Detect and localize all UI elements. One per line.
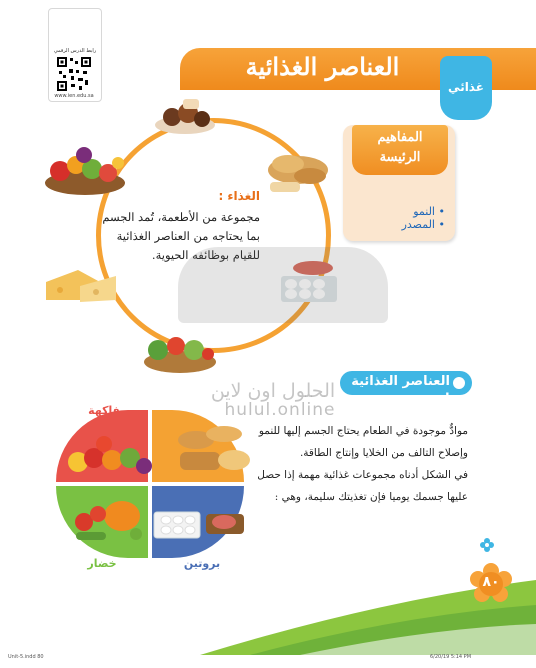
watermark-shape: [178, 247, 388, 323]
concept-item: • النمو: [413, 205, 445, 218]
print-info: 6/20/19 5:14 PM: [430, 654, 472, 660]
unit-tab-label: غذائي: [448, 80, 484, 94]
body-text-line: وإصلاح التالف من الخلايا وإنتاج الطاقة.: [299, 447, 468, 459]
watermark-text: hulul.online: [224, 400, 336, 420]
qr-caption: رابط الدرس الرقمي: [53, 48, 97, 54]
section-title: العناصر الغذائية :: [351, 374, 450, 404]
watermark-text: الحلول اون لاين: [210, 380, 336, 402]
sweets-image: [150, 95, 220, 137]
fruits-basket-image: [60, 428, 160, 483]
flower-icon: [480, 538, 494, 552]
protein-plate-image: [150, 494, 250, 546]
definition-line: مجموعة من الأطعمة، تُمد الجسم: [102, 210, 260, 224]
plate-label-fruits: فاكهة: [88, 404, 120, 417]
bullet-icon: [453, 377, 465, 389]
vegetables-plate-image: [62, 492, 152, 547]
grains-bread-image: [172, 420, 252, 478]
body-text-line: موادٌّ موجودة في الطعام يحتاج الجسم إليها للنمو: [258, 425, 468, 437]
key-concepts-title: المفاهيم: [377, 130, 423, 145]
page-number: ٨٠: [482, 574, 500, 590]
footer-wave: [0, 560, 536, 655]
definition-line: بما يحتاجه من العناصر الغذائية: [116, 229, 260, 243]
body-text-line: عليها جسمك يوميا فإن تغذيتك سليمة، وهي :: [274, 491, 468, 503]
key-concepts-title: الرئيسة: [379, 150, 421, 165]
file-info: Unit-5.indd 80: [8, 654, 44, 660]
qr-code-icon[interactable]: [56, 56, 92, 92]
definition-line: للقيام بوظائفه الحيوية.: [151, 248, 260, 262]
plate-label-protein: بروتين: [183, 557, 221, 570]
bread-image: [260, 140, 335, 200]
definition-term: الغذاء :: [218, 189, 260, 203]
fruits-image: [40, 143, 130, 198]
plate-label-vegetables: خضار: [87, 557, 117, 570]
concept-item: • المصدر: [401, 218, 445, 231]
cheese-image: [40, 262, 120, 307]
qr-url: www.ien.edu.sa: [54, 93, 94, 99]
vegetables-image: [140, 330, 220, 375]
body-text-line: في الشكل أدناه مجموعات غذائية مهمة إذا حصل: [257, 469, 468, 481]
page-title: العناصر الغذائية: [245, 52, 400, 81]
